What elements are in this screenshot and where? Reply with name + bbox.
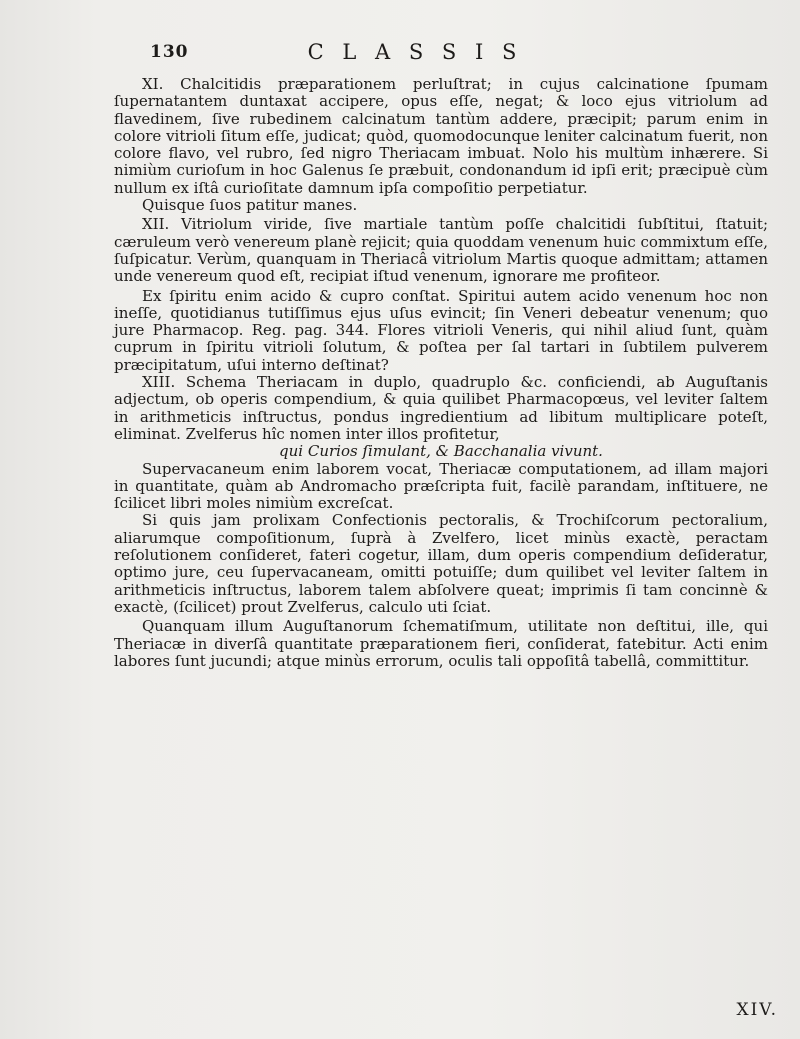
page-heading: C L A S S I S [307, 40, 523, 64]
paragraph-13-quotation: qui Curios ſimulant, & Bacchanalia vivunt. [279, 442, 603, 461]
paragraph-13-continued: Supervacaneum enim laborem vocat, Theriacæ computationem, ad illam majori in quantitate, quàm ab Andromacho præſcripta fuit, facilè parandam, inſtituere, ne ſcilicet libri moles nimiùm excreſcat. [114, 459, 768, 513]
running-head [0, 40, 800, 70]
paragraph-12-continued: Ex ſpiritu enim acido & cupro conſtat. Spiritui autem acido venenum hoc non ineſſe, quotidianus tutiſſimus ejus uſus evincit; ſin Veneri debeatur venenum; quo jure Pharmacop. Reg. pag. 344. Flores vitrioli Veneris, qui nihil aliud ſunt, quàm cuprum in ſpiritu vitrioli ſolutum, & poſtea per ſal tartari in ſubtilem pulverem præcipitatum, uſui interno deſtinat? [114, 286, 768, 374]
paragraph-11-motto: Quisque ſuos patitur manes. [142, 196, 358, 215]
paragraph-13-conclusion: Quanquam illum Auguſtanorum ſchematiſmum, utilitate non deſtitui, ille, qui Theriacæ in diverſâ quantitate præparationem fieri, conſiderat, fatebitur. Acti enim labores ſunt jucundi; atque minùs errorum, oculis tali oppoſitâ tabellâ, committitur. [114, 617, 768, 670]
paragraph-11: XI. Chalcitidis præparationem perluſtrat; in cujus calcinatione ſpumam ſupernatantem duntaxat accipere, opus eſſe, negat; & loco ejus vitriolum ad flavedinem, ſive rubedinem calcinatum tantùm addere, præcipit; parum enim in colore vitrioli ſitum eſſe, judicat; quòd, quomodocunque leniter calcinatum fuerit, non colore flavo, vel rubro, ſed nigro Theriacam imbuat. Nolo his multùm inhærere. Si nimiùm curioſum in hoc Galenus ſe præbuit, condonandum id ipſi erit; præcipuè cùm nullum ex iſtâ curioſitate damnum ipſa compoſitio perpetiatur. [114, 75, 768, 197]
body-text [114, 76, 768, 670]
page-number: 130 [150, 42, 189, 62]
paragraph-13-resolution: Si quis jam prolixam Confectionis pectoralis, & Trochiſcorum pectoralium, aliarumque compoſitionum, ſuprà à Zvelfero, licet minùs exactè, peractam reſolutionem conſideret, fateri cogetur, illam, dum operis compendium deſideratur, optimo jure, ceu ſupervacaneam, omitti potuiſſe; dum quilibet vel leviter ſaltem in arithmeticis inſtructus, laborem talem abſolvere queat; imprimis ſi tam concinnè & exactè, (ſcilicet) prout Zvelferus, calculo uti ſciat. [114, 511, 768, 616]
paragraph-13: XIII. Schema Theriacam in duplo, quadruplo &c. conficiendi, ab Auguſtanis adjectum, ob operis compendium, & quia quilibet Pharmacopœus, vel leviter ſaltem in arithmeticis inſtructus, pondus ingredientium ad libitum multiplicare poteſt, eliminat. Zvelferus hîc nomen inter illos profitetur, [114, 373, 768, 443]
catchword: XIV. [736, 1000, 778, 1020]
paragraph-12: XII. Vitriolum viride, ſive martiale tantùm poſſe chalcitidi ſubſtitui, ſtatuit; cæruleum verò venereum planè rejicit; quia quoddam venenum huic commixtum eſſe, ſuſpicatur. Verùm, quanquam in Theriacâ vitriolum Martis quoque admittam; attamen unde venereum quod eſt, recipiat iſtud venenum, ignorare me profiteor. [114, 215, 768, 286]
